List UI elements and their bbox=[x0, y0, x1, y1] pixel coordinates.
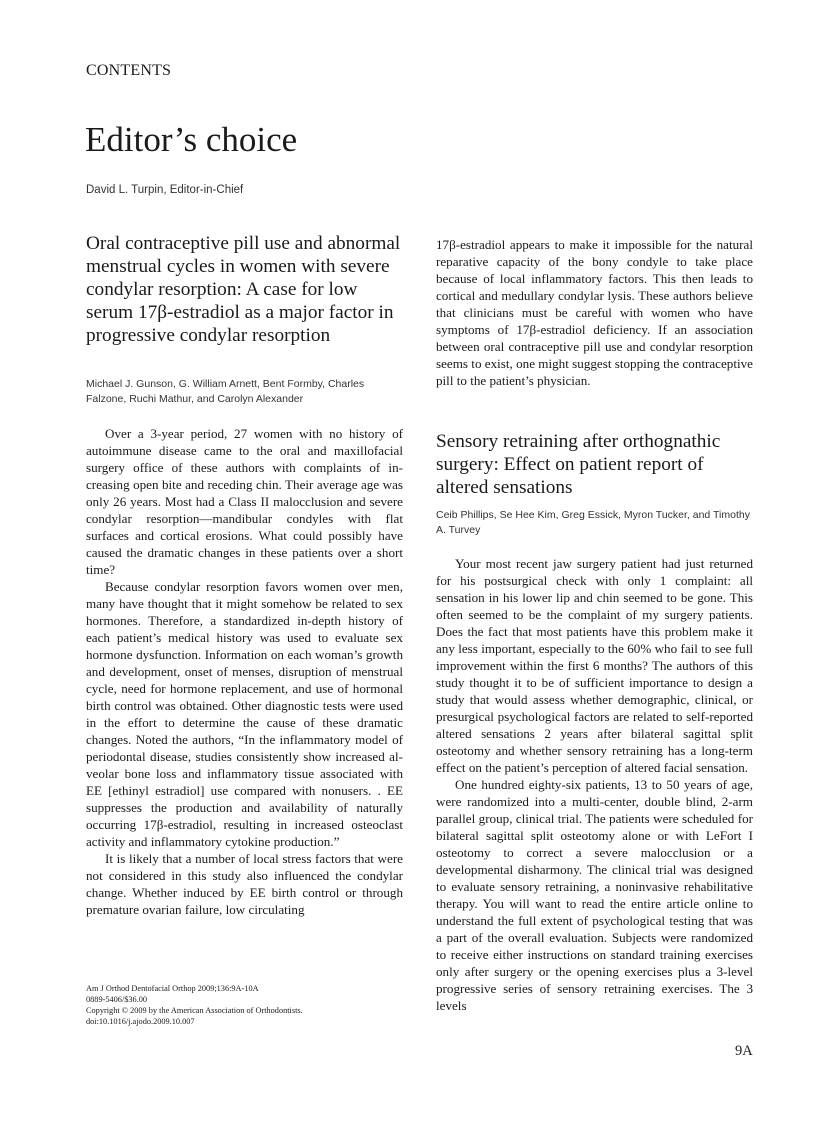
editor-byline: David L. Turpin, Editor-in-Chief bbox=[86, 184, 244, 196]
paragraph: One hundred eighty-six patients, 13 to 50 years of age, were randomized into a multi-center, double blind, 2-arm parallel group, clinical trial. The patients were scheduled for bilateral sagittal split osteotomy alone or with LeFort I osteotomy to correct a severe malocclusion or a developmental disharmony. The clinical trial was designed to evaluate sensory retraining, a noninvasive rehabilitative therapy. You will want to read the entire article online to understand the full extent of psychological testing that was a part of the overall evaluation. Subjects were randomized to receive either instructions on standard training exercises only after surgery or the opening exercises plus a 3-level progressive series of sensory retraining exercises. The 3 levels bbox=[436, 777, 753, 1013]
article-body-continuation bbox=[436, 236, 753, 389]
citation-line: Am J Orthod Dentofacial Orthop 2009;136:9A-10A bbox=[86, 984, 259, 993]
article-title[interactable]: Oral contraceptive pill use and abnormal menstrual cycles in women with severe condylar resorption: A case for low serum 17β-estradiol as a major factor in progressive condylar resorption bbox=[86, 233, 401, 346]
article-title[interactable]: Sensory retraining after orthognathic surgery: Effect on patient report of altered sensations bbox=[436, 431, 721, 498]
paragraph: 17β-estradiol appears to make it impossible for the natural reparative capacity of the bony condyle to take place because of local inflammatory factors. This then leads to cortical and medullary condylar lysis. These authors believe that clinicians must be careful with women who have symptoms of 17β-estradiol deficiency. If an association between oral contraceptive pill use and condylar resorption seems to exist, one might suggest stopping the contraceptive pill to the patient’s physician. bbox=[436, 237, 753, 388]
citation-line: 0889-5406/$36.00 bbox=[86, 995, 148, 1004]
citation-line: Copyright © 2009 by the American Association of Orthodontists. bbox=[86, 1006, 303, 1015]
citation bbox=[86, 983, 406, 1027]
article-authors: Michael J. Gunson, G. William Arnett, Bent Formby, Charles Falzone, Ruchi Mathur, and Carolyn Alexander bbox=[86, 378, 365, 405]
section-label: CONTENTS bbox=[86, 62, 172, 79]
page-number: 9A bbox=[735, 1043, 753, 1059]
paragraph: Because condylar resorption favors women over men, many have thought that it might somehow be related to sex hormones. Therefore, a standardized in-depth history of each patient’s medical history was used to evaluate sex hormone dysfunction. Information on each woman’s growth and development, onset of menses, disruption of menstrual cycle, need for hormone replacement, and use of hormonal birth control was obtained. Other diagnostic tests were used in the effort to determine the cause of these dramatic changes. Noted the authors, “In the inflammatory model of periodontal disease, studies consistently show increased alveolar bone loss and inflammatory tissue associated with EE [ethinyl estradiol] use compared with nonusers. . EE suppresses the production and availability of naturally occurring 17β-estradiol, resulting in increased osteoclast activity and inflammatory cytokine production.” bbox=[86, 579, 403, 849]
paragraph: Your most recent jaw surgery patient had just returned for his postsurgical check with only 1 complaint: all sensation in his lower lip and chin seemed to be gone. This often seemed to be the complaint of my surgery patients. Does the fact that most patients have this problem make it any less important, especially to the 60% who fail to see full improvement within the first 6 months? The authors of this study thought it to be of sufficient importance to design a study that would assess whether demographic, clinical, or presurgical psychological factors are related to self-reported altered sensations 2 years after bilateral sagittal split osteotomy and whether sensory retraining has a long-term effect on the patient’s perception of altered facial sensation. bbox=[436, 556, 753, 775]
article-body bbox=[436, 555, 753, 1014]
article-authors: Ceib Phillips, Se Hee Kim, Greg Essick, Myron Tucker, and Timothy A. Turvey bbox=[436, 509, 750, 536]
paragraph: Over a 3-year period, 27 women with no history of autoimmune disease came to the oral and maxillofacial surgery office of these authors with complaints of increasing open bite and receding chin. Their average age was only 26 years. Most had a Class II malocclusion and severe condylar resorption—mandibular condyles with flat surfaces and cortical erosions. What could possibly have caused the dramatic changes in these patients over a short time? bbox=[86, 426, 403, 577]
page-title: Editor’s choice bbox=[85, 120, 298, 159]
article-body bbox=[86, 425, 403, 918]
doi-link[interactable]: doi:10.1016/j.ajodo.2009.10.007 bbox=[86, 1017, 195, 1026]
paragraph: It is likely that a number of local stress factors that were not considered in this study also influenced the condylar change. Whether induced by EE birth control or through premature ovarian failure, low circulating bbox=[86, 851, 403, 917]
